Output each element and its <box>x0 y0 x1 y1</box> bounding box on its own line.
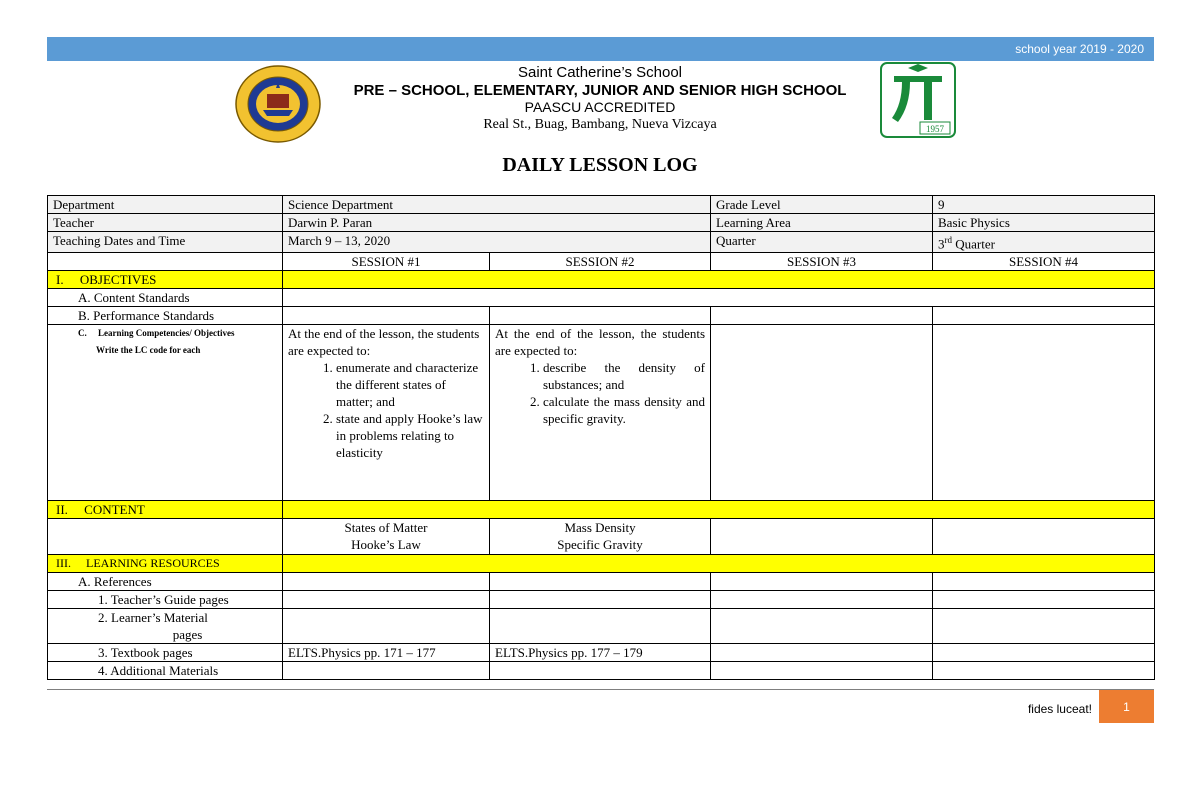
school-year: school year 2019 - 2020 <box>1015 42 1144 56</box>
top-banner <box>47 37 1154 61</box>
s1-objective-2: 2. state and apply Hooke’s law in problems relating to elasticity <box>336 410 484 461</box>
learners-material-label: 2. Learner’s Material pages <box>48 609 283 644</box>
performance-standards-row <box>48 307 1155 325</box>
info-row-teacher <box>48 214 1155 232</box>
quarter-label: Quarter <box>711 232 933 253</box>
dates-label: Teaching Dates and Time <box>48 232 283 253</box>
content-standards-row <box>48 289 1155 307</box>
performance-standards-label: B. Performance Standards <box>48 307 283 325</box>
session-2-content: Mass Density Specific Gravity <box>490 519 711 555</box>
content-heading-row <box>48 501 1155 519</box>
teacher-label: Teacher <box>48 214 283 232</box>
school-levels: PRE – SCHOOL, ELEMENTARY, JUNIOR AND SENIOR HIGH SCHOOL <box>353 82 847 99</box>
objectives-heading: I. OBJECTIVES <box>48 271 283 289</box>
content-heading: II. CONTENT <box>48 501 283 519</box>
content-row <box>48 519 1155 555</box>
session-1-content: States of Matter Hooke’s Law <box>283 519 490 555</box>
s2-objective-1: 1. describe the density of substances; and <box>543 359 705 393</box>
session-2-header: SESSION #2 <box>490 253 711 271</box>
session-1-textbook: ELTS.Physics pp. 171 – 177 <box>283 644 490 662</box>
quarter-value: 3rd Quarter <box>933 232 1155 253</box>
additional-materials-label: 4. Additional Materials <box>48 662 283 680</box>
footer-divider <box>47 689 1154 690</box>
department-value: Science Department <box>283 196 711 214</box>
area-value: Basic Physics <box>933 214 1155 232</box>
references-row <box>48 573 1155 591</box>
content-standards-label: A. Content Standards <box>48 289 283 307</box>
info-row-dates <box>48 232 1155 253</box>
s2-objective-2: 2. calculate the mass density and specific gravity. <box>543 393 705 427</box>
grade-value: 9 <box>933 196 1155 214</box>
page-number-box <box>1099 690 1154 723</box>
school-name: Saint Catherine’s School <box>518 64 682 81</box>
footer-motto: fides luceat! <box>1027 702 1092 716</box>
school-address: Real St., Buag, Bambang, Nueva Vizcaya <box>483 117 717 132</box>
textbook-label: 3. Textbook pages <box>48 644 283 662</box>
learners-material-row <box>48 609 1155 644</box>
session-1-header: SESSION #1 <box>283 253 490 271</box>
area-label: Learning Area <box>711 214 933 232</box>
references-label: A. References <box>48 573 283 591</box>
accreditation: PAASCU ACCREDITED <box>524 99 676 115</box>
grade-label: Grade Level <box>711 196 933 214</box>
objectives-heading-row <box>48 271 1155 289</box>
teachers-guide-row <box>48 591 1155 609</box>
department-label: Department <box>48 196 283 214</box>
lesson-log-table <box>47 195 1155 680</box>
s1-objective-1: 1. enumerate and characterize the different states of matter; and <box>336 359 484 410</box>
session-2-textbook: ELTS.Physics pp. 177 – 179 <box>490 644 711 662</box>
session-2-objectives: At the end of the lesson, the students are expected to: 1. describe the density of substances; and 2. calculate the mass density and specific gravity. <box>490 325 711 501</box>
paascu-logo <box>880 62 956 138</box>
dates-value: March 9 – 13, 2020 <box>283 232 711 253</box>
textbook-row <box>48 644 1155 662</box>
session-1-objectives: At the end of the lesson, the students are expected to: 1. enumerate and characterize the different states of matter; and 2. state and apply Hooke’s law in problems relating to elasticity <box>283 325 490 501</box>
sessions-blank <box>48 253 283 271</box>
resources-heading-row <box>48 555 1155 573</box>
document-title: DAILY LESSON LOG <box>502 154 698 176</box>
session-4-header: SESSION #4 <box>933 253 1155 271</box>
page-number: 1 <box>1123 700 1130 714</box>
session-3-header: SESSION #3 <box>711 253 933 271</box>
teacher-value: Darwin P. Paran <box>283 214 711 232</box>
sessions-header-row <box>48 253 1155 271</box>
learning-competencies-label: C. Learning Competencies/ Objectives Write the LC code for each <box>48 325 283 501</box>
info-row-department <box>48 196 1155 214</box>
learning-competencies-row <box>48 325 1155 501</box>
additional-materials-row <box>48 662 1155 680</box>
teachers-guide-label: 1. Teacher’s Guide pages <box>48 591 283 609</box>
logo-year: 1957 <box>926 124 944 134</box>
resources-heading: III. LEARNING RESOURCES <box>48 555 283 573</box>
